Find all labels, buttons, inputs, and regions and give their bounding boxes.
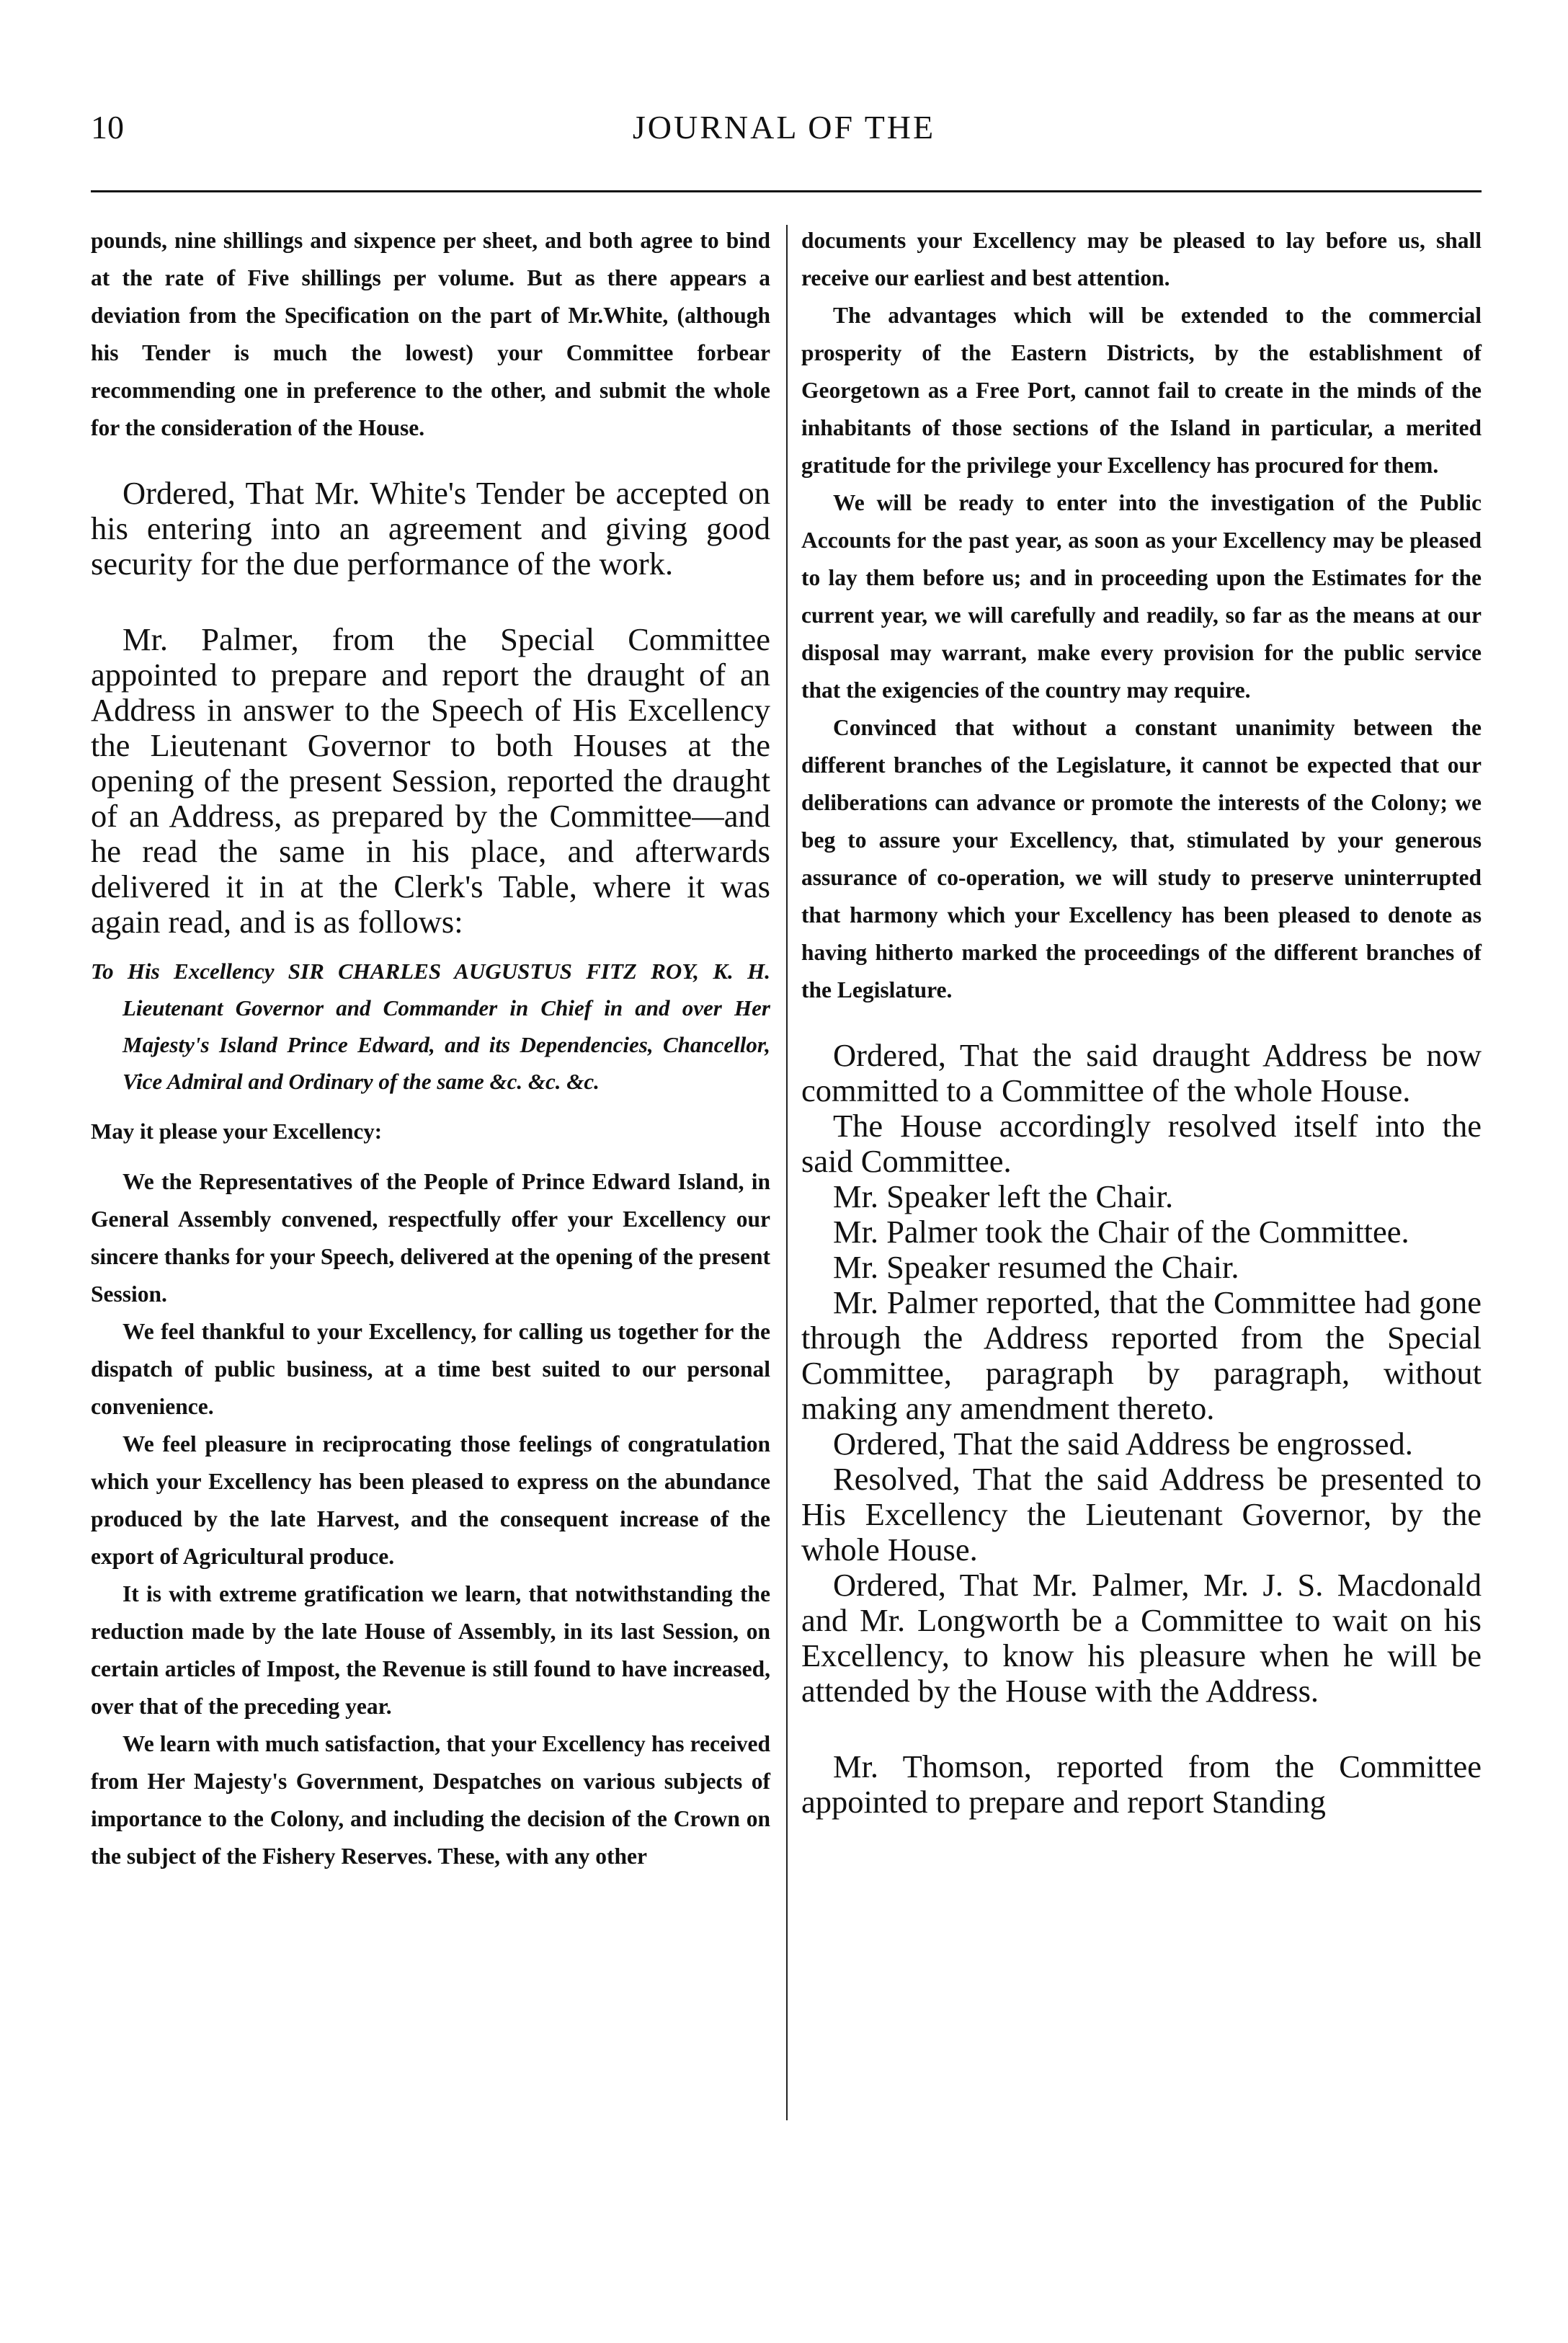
column-divider [786,225,788,2120]
page-number: 10 [91,109,124,146]
right-column [801,222,1482,1820]
address-paragraph: We feel pleasure in reciprocating those feelings of congratulation which your Excellency has been pleased to express on the abundance produced by the late Harvest, and the consequent increase of the export of Agricultural produce. [91,1431,770,1569]
proceeding-entry: Ordered, That Mr. Palmer, Mr. J. S. Macdonald and Mr. Longworth be a Committee to wait on his Excellency, to know his pleasure when he will be attended by the House with the Address. [801,1567,1482,1709]
salutation: May it please your Excellency: [91,1119,383,1144]
address-paragraph: We feel thankful to your Excellency, for calling us together for the dispatch of public business, at a time best suited to our personal convenience. [91,1319,770,1419]
running-title: JOURNAL OF THE [632,109,936,146]
proceeding-entry: Mr. Palmer reported, that the Committee had gone through the Address reported from the Special Committee, paragraph by paragraph, without making any amendment thereto. [801,1284,1482,1426]
page-header [0,108,1568,159]
left-column [91,222,770,1875]
address-paragraph: We learn with much satisfaction, that your Excellency has received from Her Majesty's Government, Despatches on various subjects of importance to the Colony, and including the decision of the Crown on the subject of the Fishery Reserves. These, with any other [91,1731,770,1869]
address-paragraph: We will be ready to enter into the investigation of the Public Accounts for the past year, as soon as your Excellency may be pleased to lay them before us; and in proceeding upon the Estimates for the current year, we will carefully and readily, so far as the means at our disposal may warrant, make every provision for the public service that the exigencies of the country may require. [801,490,1482,703]
proceeding-entry: The House accordingly resolved itself into the said Committee. [801,1108,1482,1179]
address-paragraph: We the Representatives of the People of Prince Edward Island, in General Assembly convened, respectfully offer your Excellency our sincere thanks for your Speech, delivered at the opening of the present Session. [91,1169,770,1307]
address-heading: To His Excellency SIR CHARLES AUGUSTUS FITZ ROY, K. H. Lieutenant Governor and Commander in Chief in and over Her Majesty's Island Prince Edward, and its Dependencies, Chancellor, Vice Admiral and Ordinary of the same &c. &c. &c. [91,959,770,1094]
proceeding-entry: Mr. Speaker resumed the Chair. [833,1249,1239,1285]
address-paragraph: It is with extreme gratification we learn, that notwithstanding the reduction made by the late House of Assembly, in its last Session, on certain articles of Impost, the Revenue is still found to have increased, over that of the preceding year. [91,1581,770,1719]
header-rule [91,190,1482,192]
palmer-report-paragraph: Mr. Palmer, from the Special Committee appointed to prepare and report the draught of an Address in answer to the Speech of His Excellency the Lieutenant Governor to both Houses at the opening of the present Session, reported the draught of an Address, as prepared by the Committee—and he read the same in his place, and afterwards delivered it in at the Clerk's Table, where it was again read, and is as follows: [91,621,770,940]
address-paragraph: Convinced that without a constant unanimity between the different branches of the Legislature, it cannot be expected that our deliberations can advance or promote the interests of the Colony; we beg to assure your Excellency, that, stimulated by your generous assurance of co-operation, we will study to preserve uninterrupted that harmony which your Excellency has been pleased to denote as having hitherto marked the proceedings of the different branches of the Legislature. [801,715,1482,1002]
address-paragraph: The advantages which will be extended to the commercial prosperity of the Eastern Districts, by the establishment of Georgetown as a Free Port, cannot fail to create in the minds of the inhabitants of those sections of the Island in particular, a merited gratitude for the privilege your Excellency has procured for them. [801,303,1482,478]
proceeding-entry: Mr. Palmer took the Chair of the Committee. [833,1214,1409,1250]
tender-report-paragraph: pounds, nine shillings and sixpence per sheet, and both agree to bind at the rate of Five shillings per volume. But as there appears a deviation from the Specification on the part of Mr.White, (although his Tender is much the lowest) your Committee forbear recommending one in preference to the other, and submit the whole for the consideration of the House. [91,228,770,440]
address-paragraph: documents your Excellency may be pleased to lay before us, shall receive our earliest and best attention. [801,228,1482,290]
proceeding-entry: Mr. Speaker left the Chair. [833,1178,1174,1214]
proceeding-entry: Ordered, That the said draught Address be now committed to a Committee of the whole House. [801,1037,1482,1108]
proceeding-entry: Mr. Thomson, reported from the Committee appointed to prepare and report Standing [801,1748,1482,1820]
order-white-tender: Ordered, That Mr. White's Tender be accepted on his entering into an agreement and giving good security for the due performance of the work. [91,475,770,582]
proceeding-entry: Ordered, That the said Address be engrossed. [833,1426,1413,1462]
proceeding-entry: Resolved, That the said Address be presented to His Excellency the Lieutenant Governor, by the whole House. [801,1461,1482,1568]
